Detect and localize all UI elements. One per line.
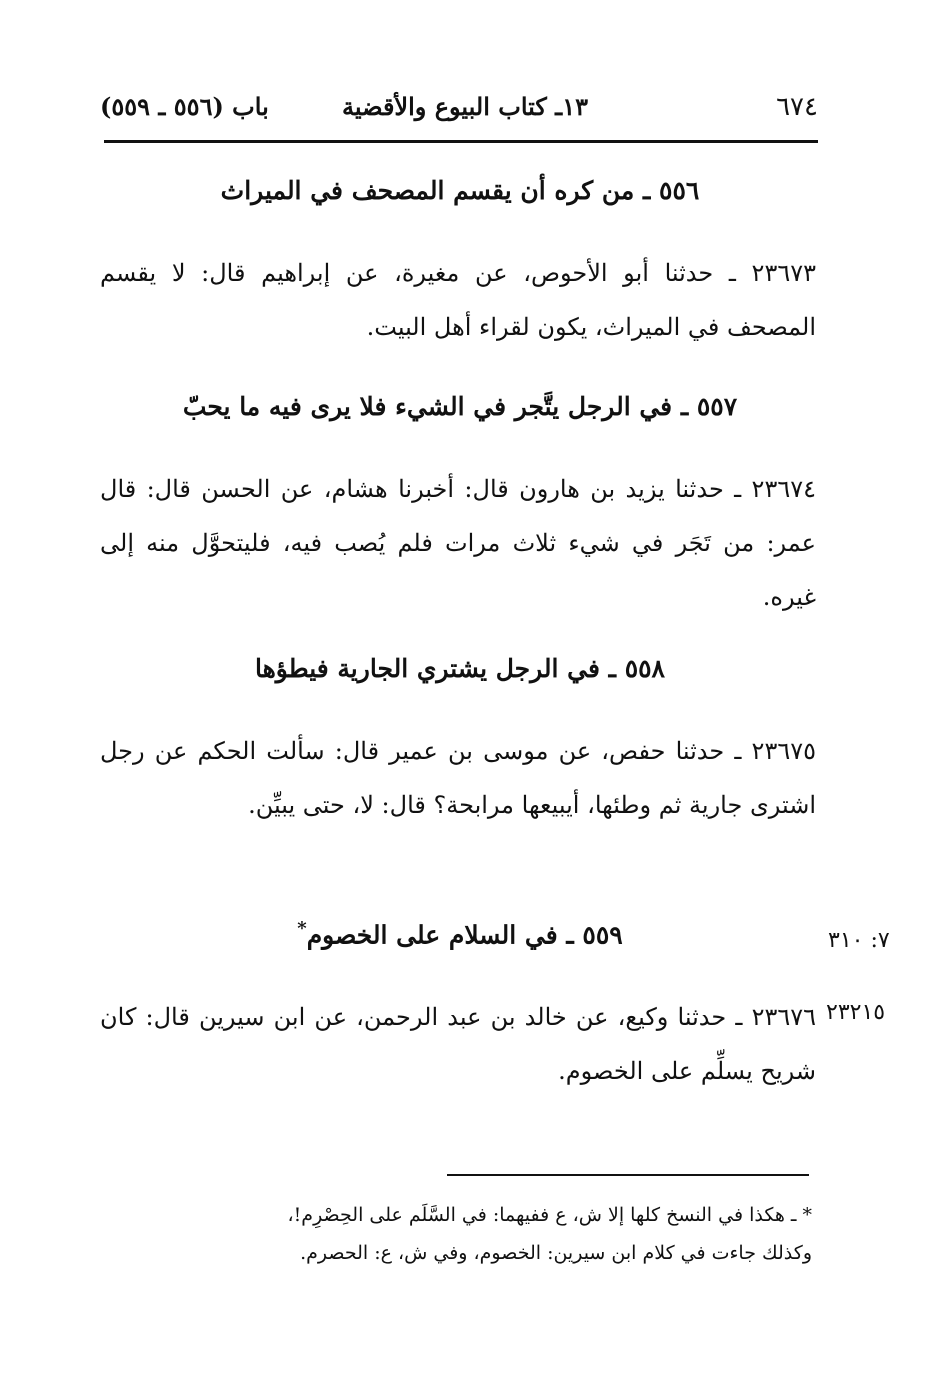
header-rule [104,140,818,143]
footnote-rule [447,1174,809,1176]
footnote-line-2: وكذلك جاءت في كلام ابن سيرين: الخصوم، وفي ش، ع: الحصرم. [300,1242,812,1264]
section-heading-558: ٥٥٨ ـ في الرجل يشتري الجارية فيطؤها [254,654,665,683]
margin-hadith-number: ٢٣٢١٥ [826,1000,886,1025]
footnote [100,1196,812,1272]
section-heading-559-text: ٥٥٩ ـ في السلام على الخصوم [306,920,623,950]
book-title: ١٣ـ كتاب البيوع والأقضية [342,92,588,121]
page-number: ٦٧٤ [776,92,818,122]
hadith-23673: ٢٣٦٧٣ ـ حدثنا أبو الأحوص، عن مغيرة، عن إبراهيم قال: لا يقسم المصحف في الميراث، يكون لقراء أهل البيت. [100,259,816,341]
footnote-line-1 [100,1196,812,1234]
section-heading-559 [100,918,820,949]
page-header [100,88,818,132]
footnote-line-1-text: ـ هكذا في النسخ كلها إلا ش، ع ففيهما: في السَّلَم على الحِصْرِم!، [287,1204,797,1226]
footnote-marker: * [297,918,307,939]
section-heading-556: ٥٥٦ ـ من كره أن يقسم المصحف في الميراث [220,176,700,205]
hadith-23675: ٢٣٦٧٥ ـ حدثنا حفص، عن موسى بن عمير قال: سألت الحكم عن رجل اشترى جارية ثم وطئها، أيبيعها مرابحة؟ قال: لا، حتى يبيِّن. [100,737,816,819]
hadith-23676: ٢٣٦٧٦ ـ حدثنا وكيع، عن خالد بن عبد الرحمن، عن ابن سيرين قال: كان شريح يسلِّم على الخصوم. [100,1003,817,1085]
hadith-23674: ٢٣٦٧٤ ـ حدثنا يزيد بن هارون قال: أخبرنا هشام، عن الحسن قال: قال عمر: من تَجَر في شيء ثلاث مرات فلم يُصب فيه، فليتحوَّل منه إلى غيره. [100,475,816,611]
footnote-mark: * [802,1204,812,1226]
chapter-range: باب (٥٥٦ ـ ٥٥٩) [100,92,269,121]
margin-volume-reference: ٧: ٣١٠ [828,928,890,953]
section-heading-557: ٥٥٧ ـ في الرجل يتَّجر في الشيء فلا يرى فيه ما يحبّ [182,392,738,421]
